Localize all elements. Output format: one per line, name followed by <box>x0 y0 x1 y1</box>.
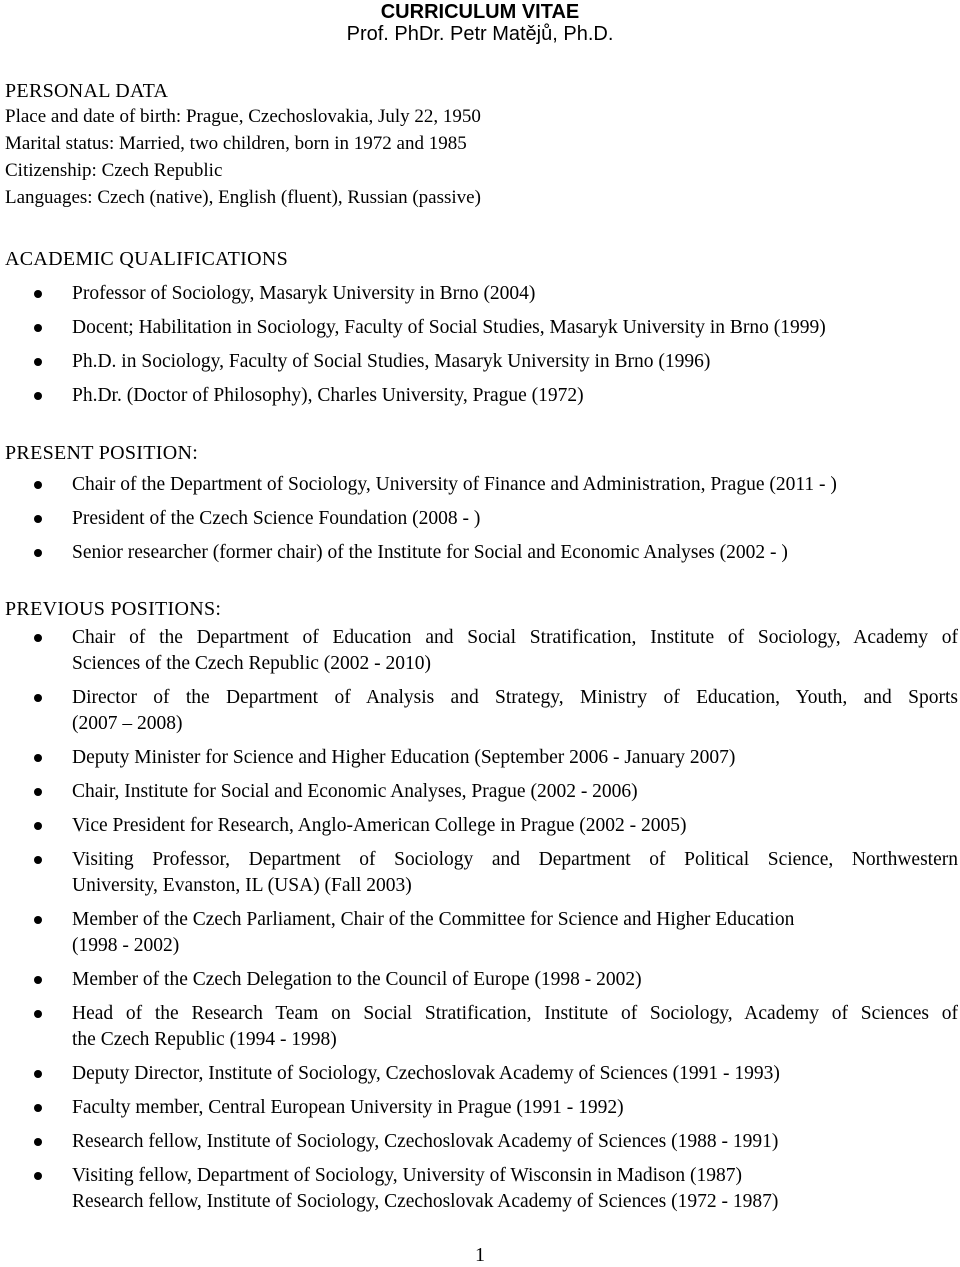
personal-data-heading: PERSONAL DATA <box>5 80 169 102</box>
list-item: Head of the Research Team on Social Stratification, Institute of Sociology, Academy of Sciences of the Czech Republic (1994 - 1998) <box>5 1001 960 1053</box>
document-title: CURRICULUM VITAE <box>380 1 580 23</box>
bullet-icon <box>34 916 42 924</box>
academic-heading: ACADEMIC QUALIFICATIONS <box>5 248 289 270</box>
list-item: President of the Czech Science Foundation (2008 - ) <box>5 506 960 532</box>
list-item: Chair, Institute for Social and Economic Analyses, Prague (2002 - 2006) <box>5 779 960 805</box>
bullet-icon <box>34 481 42 489</box>
bullet-icon <box>34 392 42 400</box>
bullet-icon <box>34 1138 42 1146</box>
bullet-icon <box>34 1070 42 1078</box>
bullet-icon <box>34 358 42 366</box>
list-item: Senior researcher (former chair) of the Institute for Social and Economic Analyses (2002 - ) <box>5 540 960 566</box>
list-item: Vice President for Research, Anglo-American College in Prague (2002 - 2005) <box>5 813 960 839</box>
bullet-icon <box>34 856 42 864</box>
personal-data-section <box>5 79 960 211</box>
bullet-icon <box>34 549 42 557</box>
list-item: Visiting fellow, Department of Sociology, University of Wisconsin in Madison (1987) Research fellow, Institute of Sociology, Czechoslovak Academy of Sciences (1972 - 1987) <box>5 1163 960 1215</box>
academic-section <box>5 247 960 417</box>
languages-line: Languages: Czech (native), English (fluent), Russian (passive) <box>5 187 481 208</box>
list-item: Professor of Sociology, Masaryk University in Brno (2004) <box>5 281 960 307</box>
list-item: Director of the Department of Analysis and Strategy, Ministry of Education, Youth, and Sports (2007 – 2008) <box>5 685 960 737</box>
list-item: Faculty member, Central European University in Prague (1991 - 1992) <box>5 1095 960 1121</box>
list-item: Chair of the Department of Sociology, University of Finance and Administration, Prague (2011 - ) <box>5 472 960 498</box>
list-item: Docent; Habilitation in Sociology, Faculty of Social Studies, Masaryk University in Brno (1999) <box>5 315 960 341</box>
list-item: Visiting Professor, Department of Sociology and Department of Political Science, Northwestern University, Evanston, IL (USA) (Fall 2003) <box>5 847 960 899</box>
previous-positions-list <box>5 625 960 1215</box>
list-item: Ph.D. in Sociology, Faculty of Social Studies, Masaryk University in Brno (1996) <box>5 349 960 375</box>
bullet-icon <box>34 1010 42 1018</box>
present-position-section <box>5 441 960 574</box>
present-position-heading: PRESENT POSITION: <box>5 442 199 464</box>
bullet-icon <box>34 515 42 523</box>
list-item: Ph.Dr. (Doctor of Philosophy), Charles University, Prague (1972) <box>5 383 960 409</box>
list-item: Chair of the Department of Education and Social Stratification, Institute of Sociology, Academy of Sciences of the Czech Republic (2002 - 2010) <box>5 625 960 677</box>
bullet-icon <box>34 290 42 298</box>
academic-list <box>5 281 960 409</box>
bullet-icon <box>34 976 42 984</box>
bullet-icon <box>34 788 42 796</box>
previous-positions-section <box>5 597 960 1223</box>
previous-positions-heading: PREVIOUS POSITIONS: <box>5 598 222 620</box>
list-item: Member of the Czech Parliament, Chair of the Committee for Science and Higher Education (1998 - 2002) <box>5 907 960 959</box>
list-item: Member of the Czech Delegation to the Council of Europe (1998 - 2002) <box>5 967 960 993</box>
list-item: Research fellow, Institute of Sociology, Czechoslovak Academy of Sciences (1988 - 1991) <box>5 1129 960 1155</box>
birth-line: Place and date of birth: Prague, Czechoslovakia, July 22, 1950 <box>5 106 481 127</box>
bullet-icon <box>34 754 42 762</box>
citizenship-line: Citizenship: Czech Republic <box>5 160 223 181</box>
present-position-list <box>5 472 960 566</box>
person-name: Prof. PhDr. Petr Matějů, Ph.D. <box>346 23 614 45</box>
page-number: 1 <box>475 1244 485 1266</box>
bullet-icon <box>34 634 42 642</box>
list-item: Deputy Minister for Science and Higher Education (September 2006 - January 2007) <box>5 745 960 771</box>
list-item: Deputy Director, Institute of Sociology, Czechoslovak Academy of Sciences (1991 - 1993) <box>5 1061 960 1087</box>
bullet-icon <box>34 822 42 830</box>
bullet-icon <box>34 324 42 332</box>
marital-status-line: Marital status: Married, two children, born in 1972 and 1985 <box>5 133 467 154</box>
title-block <box>0 2 960 46</box>
bullet-icon <box>34 694 42 702</box>
bullet-icon <box>34 1172 42 1180</box>
bullet-icon <box>34 1104 42 1112</box>
